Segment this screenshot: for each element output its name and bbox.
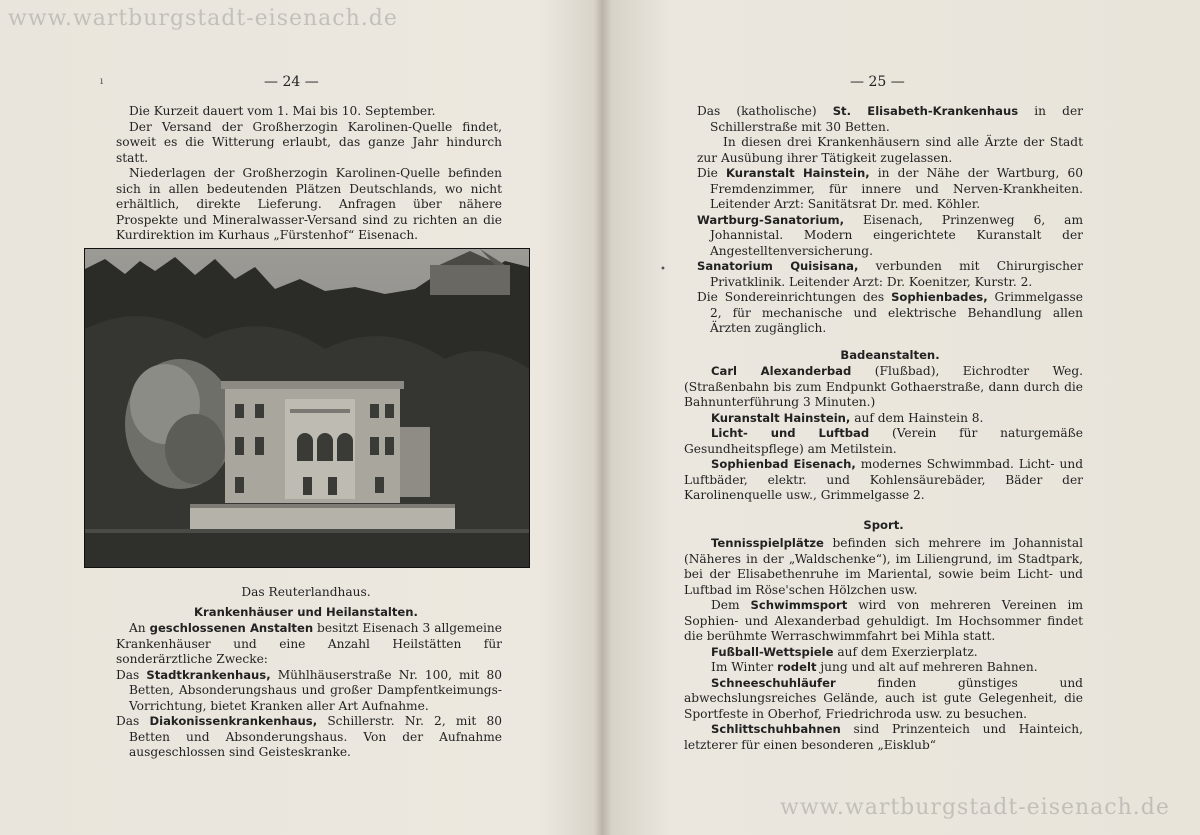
s4-bold: rodelt [777, 660, 817, 674]
sport-text [684, 536, 1083, 753]
bath-1 [684, 364, 1083, 411]
intro-part-b: besitzt Eisenach 3 allgemeine Krankenhäuser und eine Anzahl Heilstätten für sonderärztliche Zwecke: [116, 621, 502, 666]
s1-part-b: befinden sich mehrere im Johannistal (Näheres in der „Waldschenke“), im Liliengrund, im Stadtpark, bei der Elisabethenruhe im Mariental, sowie beim Licht- und Luftbad im Röse'schen Hölzchen usw. [684, 536, 1083, 597]
bath-3 [684, 426, 1083, 457]
s3-part-b: auf dem Exerzierplatz. [833, 644, 978, 659]
right-hospitals-text [697, 104, 1083, 337]
s4-part-a: Im Winter [711, 660, 778, 674]
item1-part-b: Mühlhäuserstraße Nr. 100, mit 80 Betten, Absonderungshaus und großer Dampfentkeimungs-Vorrichtung, bietet Kranken aller Art Aufnahme. [129, 667, 502, 713]
watermark-bottom: www.wartburgstadt-eisenach.de [780, 795, 1170, 820]
p5-bold: Sanatorium Quisisana, [697, 259, 859, 273]
item2-part-a: Das [116, 714, 150, 728]
p3-part-a: Die [697, 166, 727, 180]
watermark-top: www.wartburgstadt-eisenach.de [8, 6, 398, 31]
bath-2 [684, 411, 1083, 427]
p1-bold: St. Elisabeth-Krankenhaus [832, 104, 1019, 118]
right-page-number: — 25 — [850, 74, 905, 90]
b2-bold: Kuranstalt Hainstein, [711, 410, 851, 425]
intro-part-a: An [129, 621, 150, 635]
p1-part-b: in der Schillerstraße mit 30 Betten. [710, 104, 1083, 134]
p5-part-b: verbunden mit Chirurgischer Privatklinik. Leitender Arzt: Dr. Koenitzer, Kurstr. 2. [710, 259, 1083, 289]
p3-bold: Kuranstalt Hainstein, [726, 166, 870, 180]
sport-3 [684, 645, 1083, 661]
heading-badeanstalten: Badeanstalten. [840, 348, 940, 362]
right-para-5 [697, 259, 1083, 290]
sport-6 [684, 722, 1083, 753]
left-intro-text [116, 104, 502, 244]
b1-part-b: (Flußbad), Eichrodter Weg. (Straßenbahn bis zum Endpunkt Gothaerstraße, dann durch die Bahnunterführung 3 Minuten.) [684, 364, 1083, 409]
s5-bold: Schneeschuhläufer [711, 675, 836, 690]
p6-part-a: Die Sondereinrichtungen des [697, 290, 892, 304]
right-para-4 [697, 213, 1083, 260]
p4-bold: Wartburg-Sanatorium, [697, 212, 845, 227]
sport-4 [684, 660, 1083, 676]
intro-bold: geschlossenen Anstalten [149, 621, 314, 635]
b4-bold: Sophienbad Eisenach, [711, 457, 856, 471]
right-para-1 [697, 104, 1083, 135]
p6-part-b: Grimmelgasse 2, für mechanische und elektrische Behandlung allen Ärzten zugänglich. [710, 290, 1083, 335]
item1-bold: Stadtkrankenhaus, [146, 667, 271, 682]
b4-part-b: modernes Schwimmbad. Licht- und Luftbäder, elektr. und Kohlensäurebäder, Bäder der Karolinenquelle usw., Grimmelgasse 2. [684, 457, 1083, 502]
baths-text [684, 364, 1083, 504]
item2-part-b: Schillerstr. Nr. 2, mit 80 Betten und Absonderungshaus. Von der Aufnahme ausgeschlossen sind Geisteskranke. [129, 714, 502, 759]
b1-bold: Carl Alexanderbad [711, 364, 852, 378]
right-para-2: In diesen drei Krankenhäusern sind alle Ärzte der Stadt zur Ausübung ihrer Tätigkeit zugelassen. [697, 135, 1083, 165]
sport-1 [684, 536, 1083, 598]
left-page-number: — 24 — [264, 74, 319, 90]
sport-5 [684, 676, 1083, 723]
sport-2 [684, 598, 1083, 645]
s6-part-b: sind Prinzenteich und Hainteich, letzterer für einen besonderen „Eisklub“ [684, 722, 1083, 752]
p4-part-b: Eisenach, Prinzenweg 6, am Johannistal. Modern eingerichtete Kuranstalt der Angestelltenversicherung. [710, 212, 1083, 258]
bath-4 [684, 457, 1083, 504]
right-para-3 [697, 166, 1083, 213]
right-page [600, 0, 1200, 835]
hospital-item-2 [116, 714, 502, 761]
right-para-6 [697, 290, 1083, 337]
s1-bold: Tennisspielplätze [711, 536, 824, 550]
left-para-2: Der Versand der Großherzogin Karolinen-Quelle findet, soweit es die Witterung erlaubt, das ganze Jahr hindurch statt. [116, 119, 502, 165]
page-speck: ı [100, 76, 104, 87]
s5-part-b: finden günstiges und abwechslungsreiches Gelände, auch ist gute Gelegenheit, die Sportfeste in Oberhof, Friedrichroda usw. zu besuchen. [684, 675, 1083, 721]
heading-sport: Sport. [863, 518, 904, 532]
b3-bold: Licht- und Luftbad [711, 426, 870, 440]
hospital-item-1 [116, 668, 502, 715]
reuterlandhaus-image [85, 249, 529, 567]
item2-bold: Diakonissenkrankenhaus, [149, 714, 318, 728]
s2-part-a: Dem [711, 598, 751, 612]
item1-part-a: Das [116, 667, 147, 682]
p3-part-b: in der Nähe der Wartburg, 60 Fremdenzimmer, für innere und Nerven-Krankheiten. Leitender Arzt: Sanitätsrat Dr. med. Köhler. [710, 166, 1084, 211]
heading-krankenhaeuser: Krankenhäuser und Heilanstalten. [194, 605, 418, 619]
s2-part-b: wird von mehreren Vereinen im Sophien- und Alexanderbad gehuldigt. Im Hochsommer findet die berühmte Werraschwimmfahrt bei Mihla statt. [684, 598, 1083, 643]
s3-bold: Fußball-Wettspiele [711, 644, 834, 659]
p6-bold: Sophienbades, [891, 290, 988, 304]
photo-reuterlandhaus [84, 248, 530, 568]
page-speck: • [660, 264, 666, 275]
hospitals-intro [116, 621, 502, 668]
left-hospitals-text [116, 621, 502, 761]
left-para-1: Die Kurzeit dauert vom 1. Mai bis 10. September. [129, 104, 436, 118]
left-para-3: Niederlagen der Großherzogin Karolinen-Quelle befinden sich in allen bedeutenden Plätzen Deutschlands, wo nicht erhältlich, direkte Lieferung. Anfragen über nähere Prospekte und Mineralwasser-Versand sind zu richten an die Kurdirektion im Kurhaus „Fürstenhof“ Eisenach. [116, 166, 502, 242]
b2-part-b: auf dem Hainstein 8. [850, 410, 984, 425]
p1-part-a: Das (katholische) [697, 104, 833, 118]
s6-bold: Schlittschuhbahnen [711, 722, 841, 736]
photo-caption: Das Reuterlandhaus. [241, 585, 371, 599]
s2-bold: Schwimmsport [750, 598, 848, 612]
b3-part-b: (Verein für naturgemäße Gesundheitspflege) am Metilstein. [684, 426, 1083, 456]
s4-part-b: jung und alt auf mehreren Bahnen. [816, 660, 1038, 674]
